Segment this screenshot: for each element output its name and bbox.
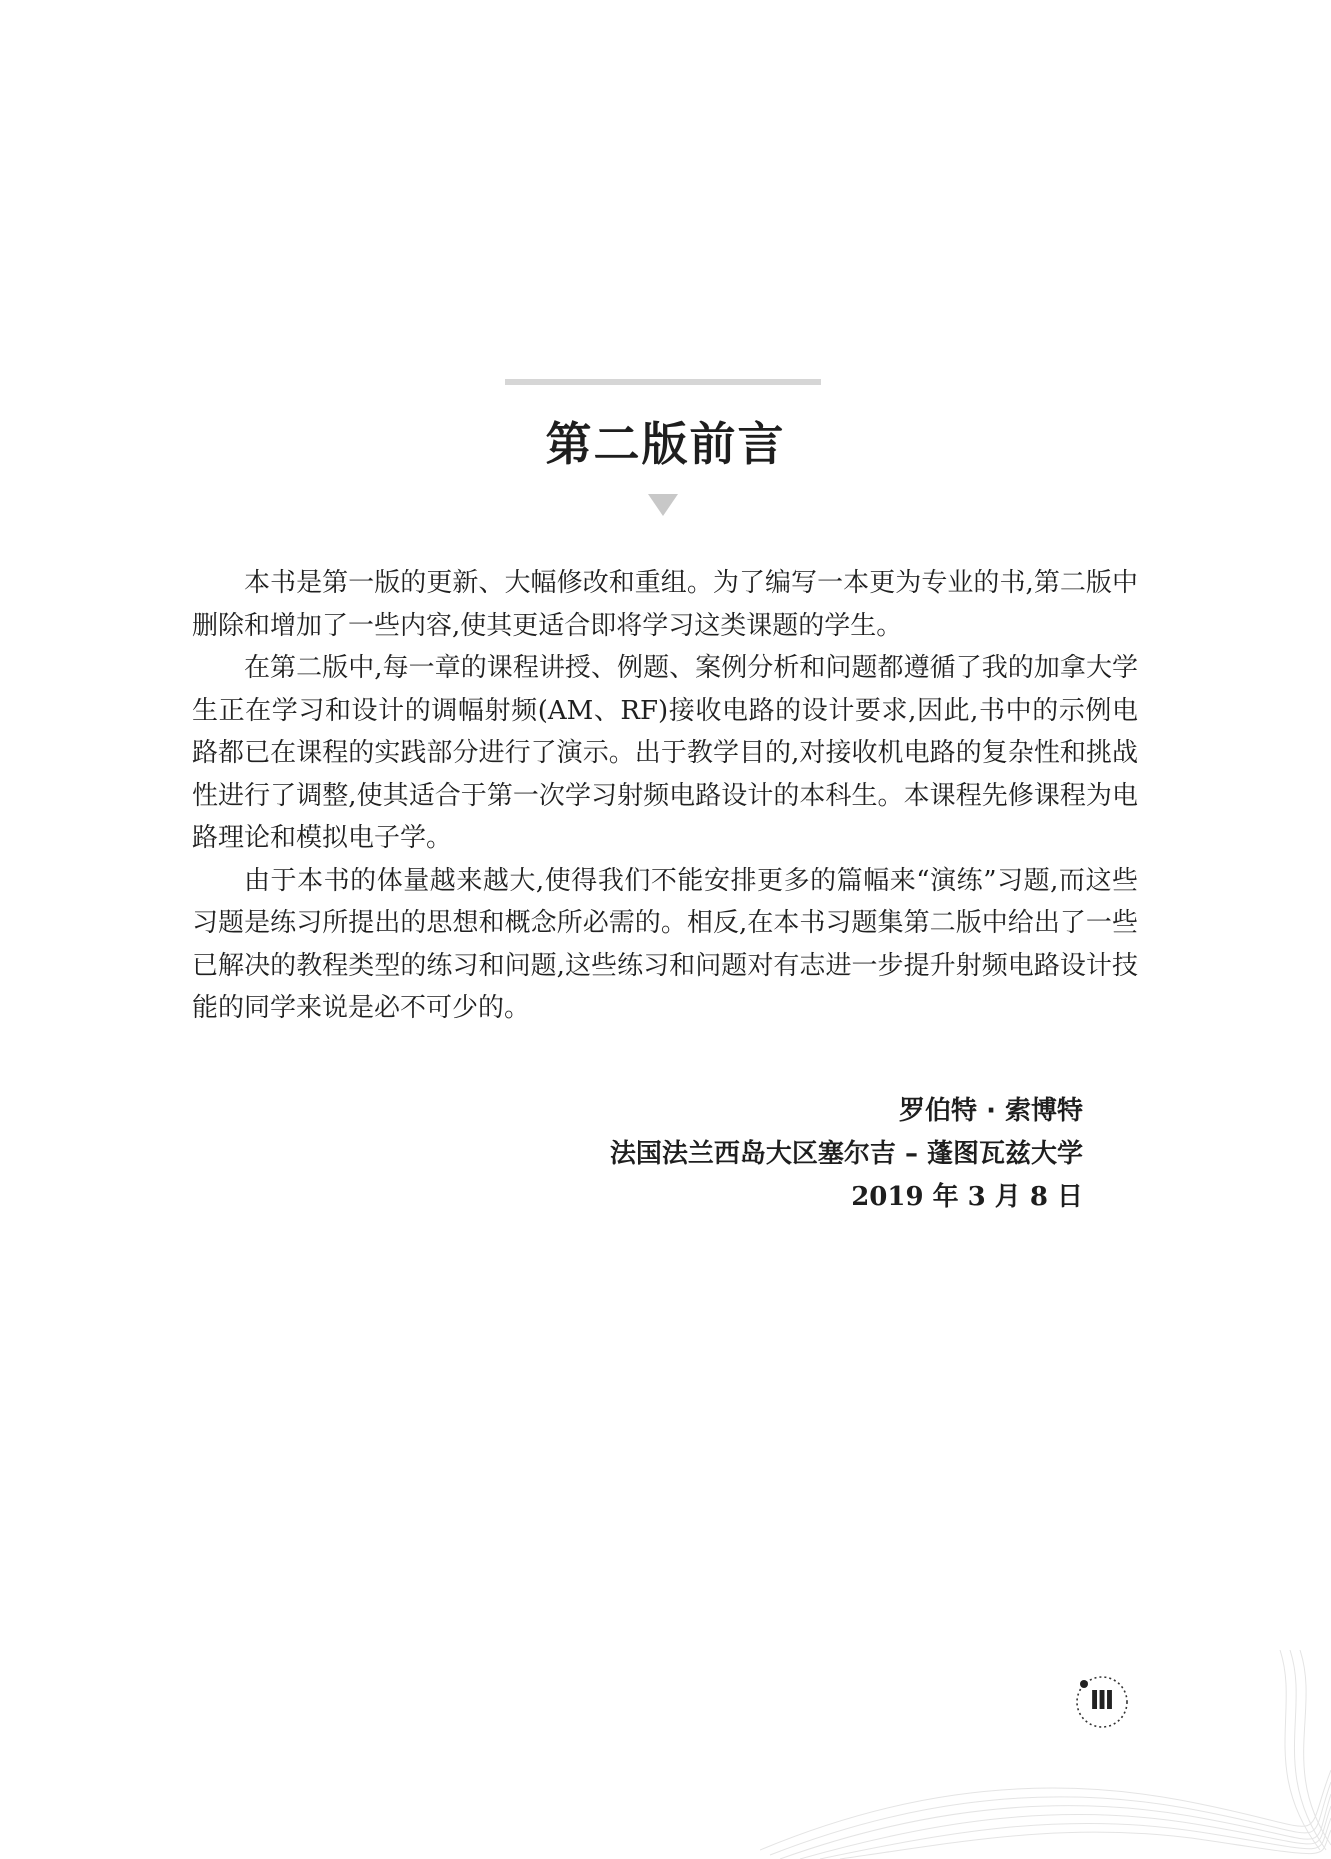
title-down-triangle-icon bbox=[648, 494, 678, 516]
signature-block bbox=[610, 1090, 1083, 1219]
signature-affiliation: 法国法兰西岛大区塞尔吉 – 蓬图瓦兹大学 bbox=[609, 1139, 1083, 1169]
page-title: 第二版前言 bbox=[545, 417, 786, 471]
signature-date: 2019 年 3 月 8 日 bbox=[851, 1182, 1083, 1212]
decorative-wave-lines bbox=[760, 1650, 1331, 1859]
signature-author: 罗伯特 · 索博特 bbox=[899, 1096, 1083, 1126]
preface-paragraph-3: 由于本书的体量越来越大,使得我们不能安排更多的篇幅来“演练”习题,而这些习题是练习所提出的思想和概念所必需的。相反,在本书习题集第二版中给出了一些已解决的教程类型的练习和问题,这些练习和问题对有志进一步提升射频电路设计技能的同学来说是必不可少的。 bbox=[192, 865, 1138, 1023]
preface-paragraph-2: 在第二版中,每一章的课程讲授、例题、案例分析和问题都遵循了我的加拿大学生正在学习和设计的调幅射频(AM、RF)接收电路的设计要求,因此,书中的示例电路都已在课程的实践部分进行了演示。出于教学目的,对接收机电路的复杂性和挑战性进行了调整,使其适合于第一次学习射频电路设计的本科生。本课程先修课程为电路理论和模拟电子学。 bbox=[192, 653, 1139, 853]
preface-body bbox=[192, 562, 1138, 1030]
preface-paragraph-1: 本书是第一版的更新、大幅修改和重组。为了编写一本更为专业的书,第二版中删除和增加了一些内容,使其更适合即将学习这类课题的学生。 bbox=[192, 568, 1138, 641]
page-number: Ⅲ bbox=[1089, 1686, 1115, 1716]
title-top-rule bbox=[505, 379, 821, 385]
